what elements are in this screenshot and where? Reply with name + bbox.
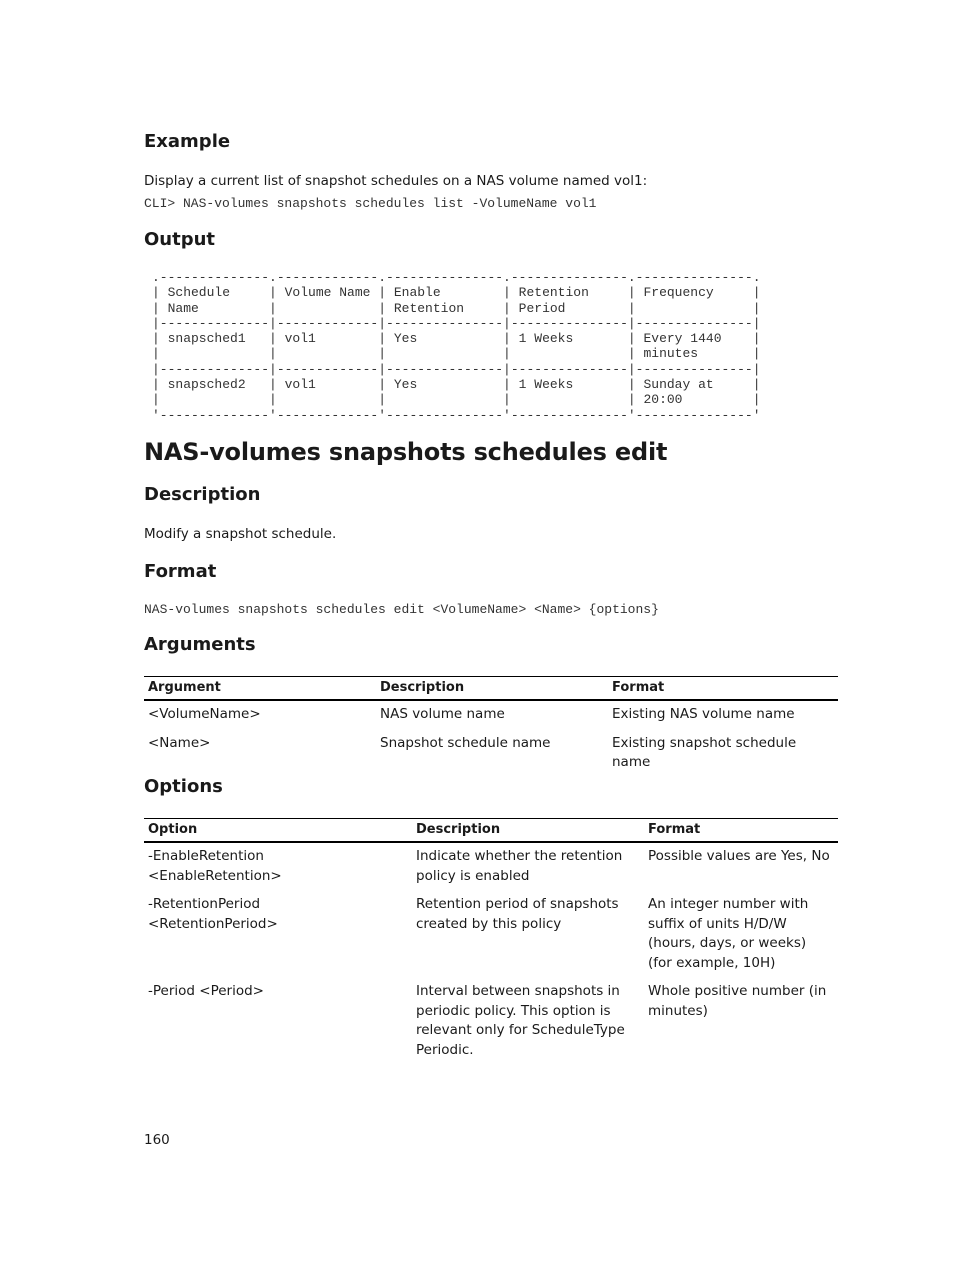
options-heading: Options <box>144 776 223 797</box>
table-cell: Interval between snapshots in periodic policy. This option is relevant only for ScheduleType Periodic. <box>416 983 625 1058</box>
command-title: NAS-volumes snapshots schedules edit <box>144 438 668 466</box>
page-number: 160 <box>144 1132 170 1148</box>
table-row <box>144 842 838 886</box>
table-cell: -RetentionPeriod <RetentionPeriod> <box>148 896 278 932</box>
options-col-format: Format <box>644 819 838 843</box>
table-cell: Existing NAS volume name <box>612 706 795 722</box>
table-cell: Retention period of snapshots created by this policy <box>416 896 619 932</box>
table-row <box>144 886 838 973</box>
description-heading: Description <box>144 484 261 505</box>
arguments-col-argument: Argument <box>144 677 376 701</box>
options-table <box>144 818 838 1060</box>
example-heading: Example <box>144 131 231 152</box>
options-col-description: Description <box>412 819 644 843</box>
table-cell: An integer number with suffix of units H/D/W (hours, days, or weeks) (for example, 10H) <box>648 896 809 971</box>
example-intro: Display a current list of snapshot schedules on a NAS volume named vol1: <box>144 173 648 189</box>
table-cell: -Period <Period> <box>148 983 264 999</box>
table-cell: Indicate whether the retention policy is enabled <box>416 848 623 884</box>
arguments-col-format: Format <box>608 677 838 701</box>
options-col-option: Option <box>144 819 412 843</box>
output-ascii-table: .--------------.-------------.---------------.---------------.---------------. | Schedule | Volume Name | Enable | Retention | Frequency | | Name | | Retention | Period | | |--------------|-------------|---------------|---------------|---------------| | snapsched1 | vol1 | Yes | 1 Weeks | Every 1440 | | | | | | minutes | |--------------|-------------|---------------|---------------|---------------| | snapsched2 | vol1 | Yes | 1 Weeks | Sunday at | | | | | | 20:00 | '--------------'-------------'---------------'---------------'---------------' <box>152 270 761 423</box>
table-cell: Existing snapshot schedule name <box>612 734 797 770</box>
table-row <box>144 700 838 725</box>
table-row <box>144 725 838 773</box>
output-heading: Output <box>144 229 216 250</box>
format-text: NAS-volumes snapshots schedules edit <VolumeName> <Name> {options} <box>144 602 659 617</box>
table-cell: NAS volume name <box>380 706 505 722</box>
arguments-table <box>144 676 838 773</box>
description-text: Modify a snapshot schedule. <box>144 526 337 542</box>
table-cell: Snapshot schedule name <box>380 734 551 751</box>
arguments-col-description: Description <box>376 677 608 701</box>
arguments-heading: Arguments <box>144 634 256 655</box>
arguments-header-row <box>144 677 838 701</box>
table-cell: <Name> <box>148 734 211 751</box>
table-cell: -EnableRetention <EnableRetention> <box>148 848 282 884</box>
table-cell: Whole positive number (in minutes) <box>648 983 827 1019</box>
table-cell: <VolumeName> <box>148 706 261 722</box>
example-command: CLI> NAS-volumes snapshots schedules list -VolumeName vol1 <box>144 196 597 211</box>
format-heading: Format <box>144 561 217 582</box>
table-row <box>144 973 838 1060</box>
table-cell: Possible values are Yes, No <box>648 848 830 864</box>
options-header-row <box>144 819 838 843</box>
